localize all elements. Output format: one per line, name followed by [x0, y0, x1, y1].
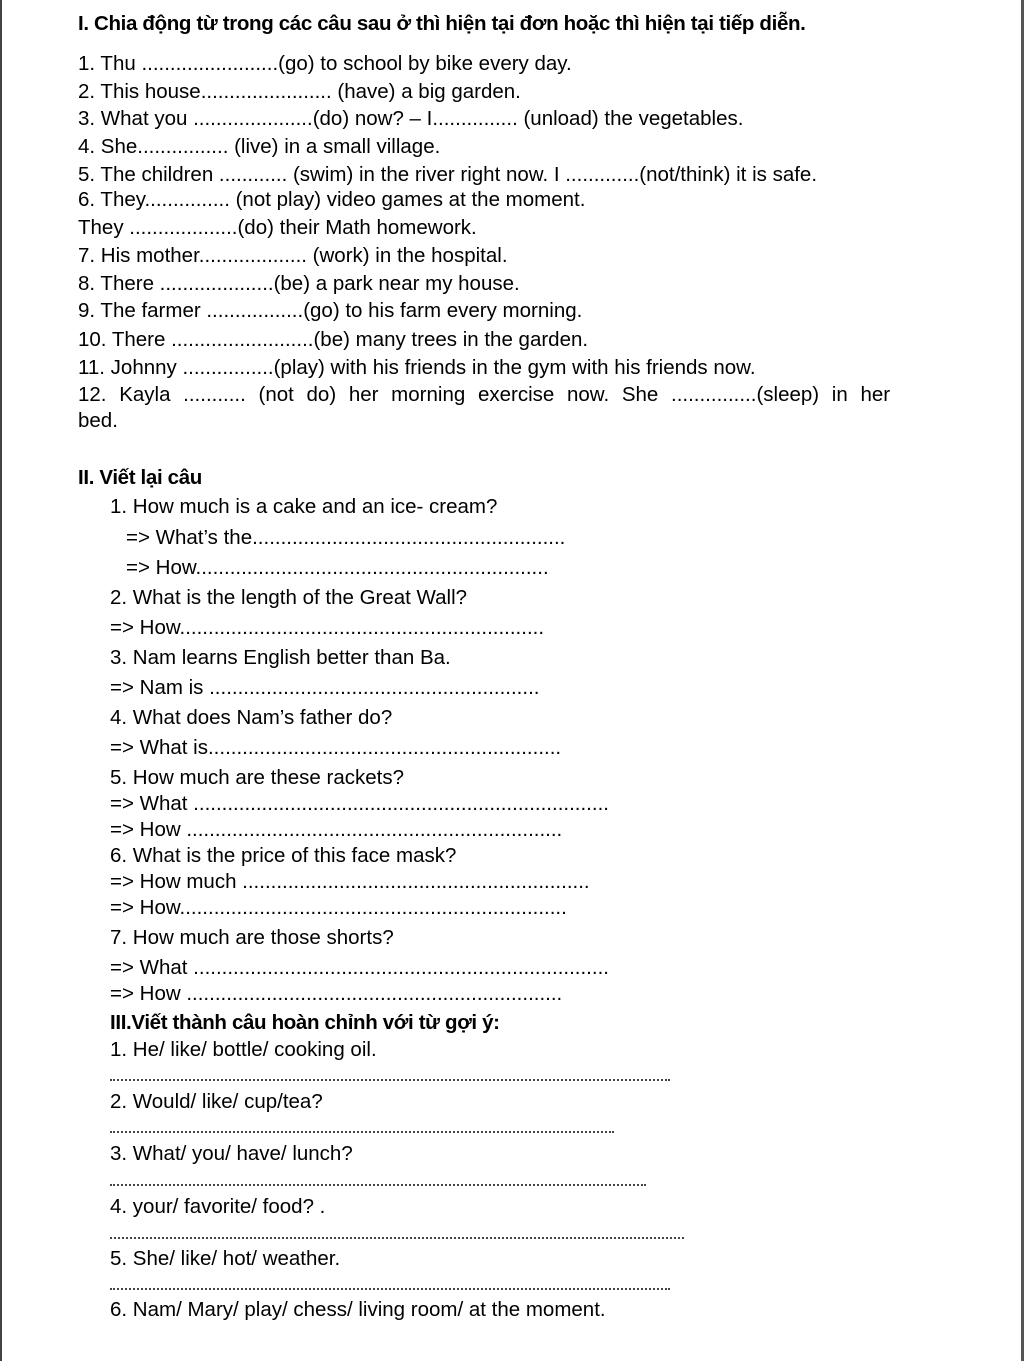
prompt-item: 6. Nam/ Mary/ play/ chess/ living room/ at the moment. [110, 1298, 606, 1321]
prompt-item: 4. your/ favorite/ food? . [110, 1195, 326, 1218]
rewrite-answer-line: => How much ............................................................. [110, 870, 590, 893]
rewrite-question: 5. How much are these rackets? [110, 766, 404, 789]
answer-line [110, 1131, 614, 1133]
prompt-item: 2. Would/ like/ cup/tea? [110, 1090, 323, 1113]
answer-line [110, 1237, 684, 1239]
exercise-1-line: 2. This house....................... (have) a big garden. [78, 80, 521, 103]
rewrite-answer-line: => What’s the....................................................... [126, 526, 566, 549]
prompt-item: 3. What/ you/ have/ lunch? [110, 1142, 353, 1165]
section-3-heading: III.Viết thành câu hoàn chỉnh với từ gợi ý: [110, 1011, 500, 1034]
rewrite-answer-line: => Nam is .......................................................... [110, 676, 540, 699]
exercise-1-line: 11. Johnny ................(play) with his friends in the gym with his friends now. [78, 356, 756, 379]
section-2-heading: II. Viết lại câu [78, 466, 202, 489]
exercise-1-line: 7. His mother................... (work) in the hospital. [78, 244, 508, 267]
rewrite-answer-line: => How................................................................ [110, 616, 545, 639]
rewrite-question: 4. What does Nam’s father do? [110, 706, 393, 729]
exercise-1-line: They ...................(do) their Math homework. [78, 216, 477, 239]
rewrite-answer-line: => What ......................................................................... [110, 956, 609, 979]
answer-line [110, 1184, 646, 1186]
exercise-1-line: 12. Kayla ........... (not do) her morning exercise now. She ...............(sleep) in her [78, 383, 891, 406]
section-1-heading: I. Chia động từ trong các câu sau ở thì hiện tại đơn hoặc thì hiện tại tiếp diễn. [78, 12, 806, 35]
rewrite-answer-line: => How .................................................................. [110, 982, 563, 1005]
exercise-1-line: 1. Thu ........................(go) to school by bike every day. [78, 52, 572, 75]
rewrite-question: 3. Nam learns English better than Ba. [110, 646, 451, 669]
rewrite-answer-line: => What is.............................................................. [110, 736, 562, 759]
exercise-1-line: bed. [78, 409, 118, 432]
rewrite-answer-line: => How.................................................................... [110, 896, 567, 919]
rewrite-question: 6. What is the price of this face mask? [110, 844, 457, 867]
rewrite-answer-line: => What ......................................................................... [110, 792, 609, 815]
rewrite-question: 2. What is the length of the Great Wall? [110, 586, 468, 609]
rewrite-question: 1. How much is a cake and an ice- cream? [110, 495, 498, 518]
answer-line [110, 1079, 670, 1081]
rewrite-answer-line: => How.............................................................. [126, 556, 549, 579]
exercise-1-line: 3. What you .....................(do) now? – I............... (unload) the vegetables. [78, 107, 744, 130]
answer-line [110, 1288, 670, 1290]
exercise-1-line: 8. There ....................(be) a park near my house. [78, 272, 520, 295]
exercise-1-line: 10. There .........................(be) many trees in the garden. [78, 328, 589, 351]
exercise-1-line: 5. The children ............ (swim) in the river right now. I .............(not/think) it is safe. [78, 163, 818, 186]
exercise-1-line: 6. They............... (not play) video games at the moment. [78, 188, 586, 211]
prompt-item: 1. He/ like/ bottle/ cooking oil. [110, 1038, 377, 1061]
rewrite-answer-line: => How .................................................................. [110, 818, 563, 841]
exercise-1-line: 9. The farmer .................(go) to his farm every morning. [78, 299, 583, 322]
rewrite-question: 7. How much are those shorts? [110, 926, 394, 949]
exercise-1-line: 4. She................ (live) in a small village. [78, 135, 441, 158]
prompt-item: 5. She/ like/ hot/ weather. [110, 1247, 341, 1270]
